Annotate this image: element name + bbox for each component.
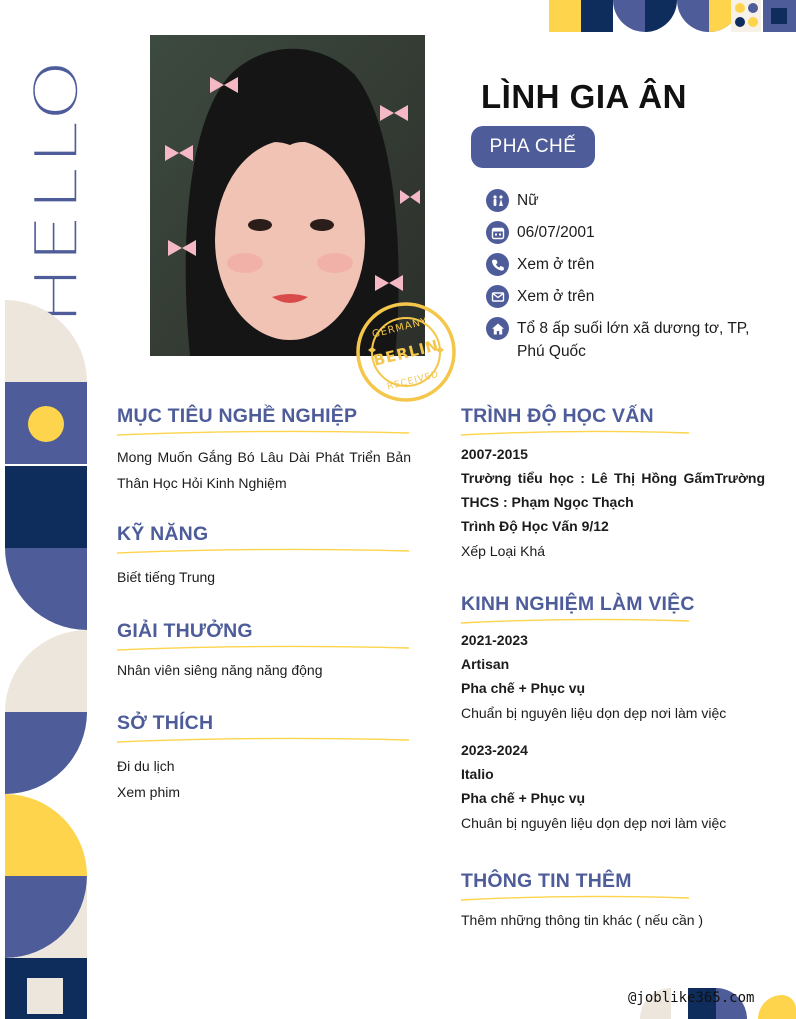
section-underline [461, 895, 689, 903]
address-value: Tổ 8 ấp suối lớn xã dương tơ, TP, Phú Quốc [517, 320, 750, 360]
job-description: Chuẩn bị nguyên liệu dọn dẹp nơi làm việc [461, 705, 727, 721]
top-decoration [549, 0, 796, 32]
dob-value: 06/07/2001 [517, 224, 595, 241]
education-period: 2007-2015 [461, 446, 528, 462]
hobby-item: Xem phim [117, 784, 181, 800]
home-icon [486, 317, 509, 340]
experience-section [461, 593, 765, 836]
more-info-section [461, 870, 765, 933]
job-company: Artisan [461, 656, 510, 672]
hobbies-title: SỞ THÍCH [117, 712, 214, 734]
svg-text:BERLIN: BERLIN [371, 336, 441, 370]
more-info-title: THÔNG TIN THÊM [461, 870, 632, 892]
berlin-stamp [354, 300, 458, 404]
job-entry [461, 628, 765, 726]
email-row [486, 285, 766, 308]
education-level: Trình Độ Học Vấn 9/12 [461, 518, 609, 534]
phone-icon [486, 253, 509, 276]
objective-title: MỤC TIÊU NGHỀ NGHIỆP [117, 405, 358, 427]
job-description: Chuân bị nguyên liệu dọn dẹp nơi làm việc [461, 815, 727, 831]
calendar-icon [486, 221, 509, 244]
section-underline [117, 645, 409, 653]
svg-text:RECEIVED: RECEIVED [386, 369, 441, 393]
job-position: Pha chế + Phục vụ [461, 790, 586, 806]
skills-title: KỸ NĂNG [117, 523, 209, 545]
job-company: Italio [461, 766, 494, 782]
hobbies-section [117, 712, 411, 805]
education-grade: Xếp Loại Khá [461, 543, 546, 559]
awards-title: GIẢI THƯỞNG [117, 620, 253, 642]
phone-value: Xem ở trên [517, 256, 595, 273]
contact-list [486, 189, 766, 372]
svg-text:HELLO: HELLO [20, 113, 93, 325]
section-underline [117, 548, 409, 556]
education-school: Trường tiểu học : Lê Thị Hồng GấmTrường THCS : Phạm Ngọc Thạch [461, 470, 765, 510]
dob-row [486, 221, 766, 244]
job-period: 2023-2024 [461, 742, 528, 758]
section-underline [461, 430, 689, 438]
section-underline [117, 430, 409, 438]
job-entry [461, 738, 765, 836]
education-section [461, 405, 765, 564]
objective-section [117, 405, 411, 496]
candidate-name: LÌNH GIA ÂN [481, 78, 687, 115]
skills-section [117, 523, 411, 590]
address-row [486, 317, 766, 363]
phone-row [486, 253, 766, 276]
hobby-item: Đi du lịch [117, 758, 175, 774]
gender-icon [486, 189, 509, 212]
gender-value: Nữ [517, 192, 539, 209]
mail-icon [486, 285, 509, 308]
job-title-badge: PHA CHẾ [471, 126, 595, 168]
hello-decoration [20, 55, 93, 325]
email-value: Xem ở trên [517, 288, 595, 305]
award-item: Nhân viên siêng năng năng động [117, 662, 323, 678]
experience-title: KINH NGHIỆM LÀM VIỆC [461, 593, 695, 615]
awards-section [117, 620, 411, 683]
education-title: TRÌNH ĐỘ HỌC VẤN [461, 405, 654, 427]
svg-text:GERMANY: GERMANY [371, 315, 430, 341]
skill-item: Biết tiếng Trung [117, 569, 216, 585]
section-underline [117, 737, 409, 745]
job-period: 2021-2023 [461, 632, 528, 648]
objective-text: Mong Muốn Gắng Bó Lâu Dài Phát Triển Bản Thân Học Hỏi Kinh Nghiệm [117, 449, 411, 491]
section-underline [461, 618, 689, 626]
watermark-handle: @joblike365.com [628, 990, 755, 1006]
job-position: Pha chế + Phục vụ [461, 680, 586, 696]
gender-row [486, 189, 766, 212]
left-decoration-strip [5, 300, 87, 1019]
more-info-text: Thêm những thông tin khác ( nếu cần ) [461, 912, 704, 928]
